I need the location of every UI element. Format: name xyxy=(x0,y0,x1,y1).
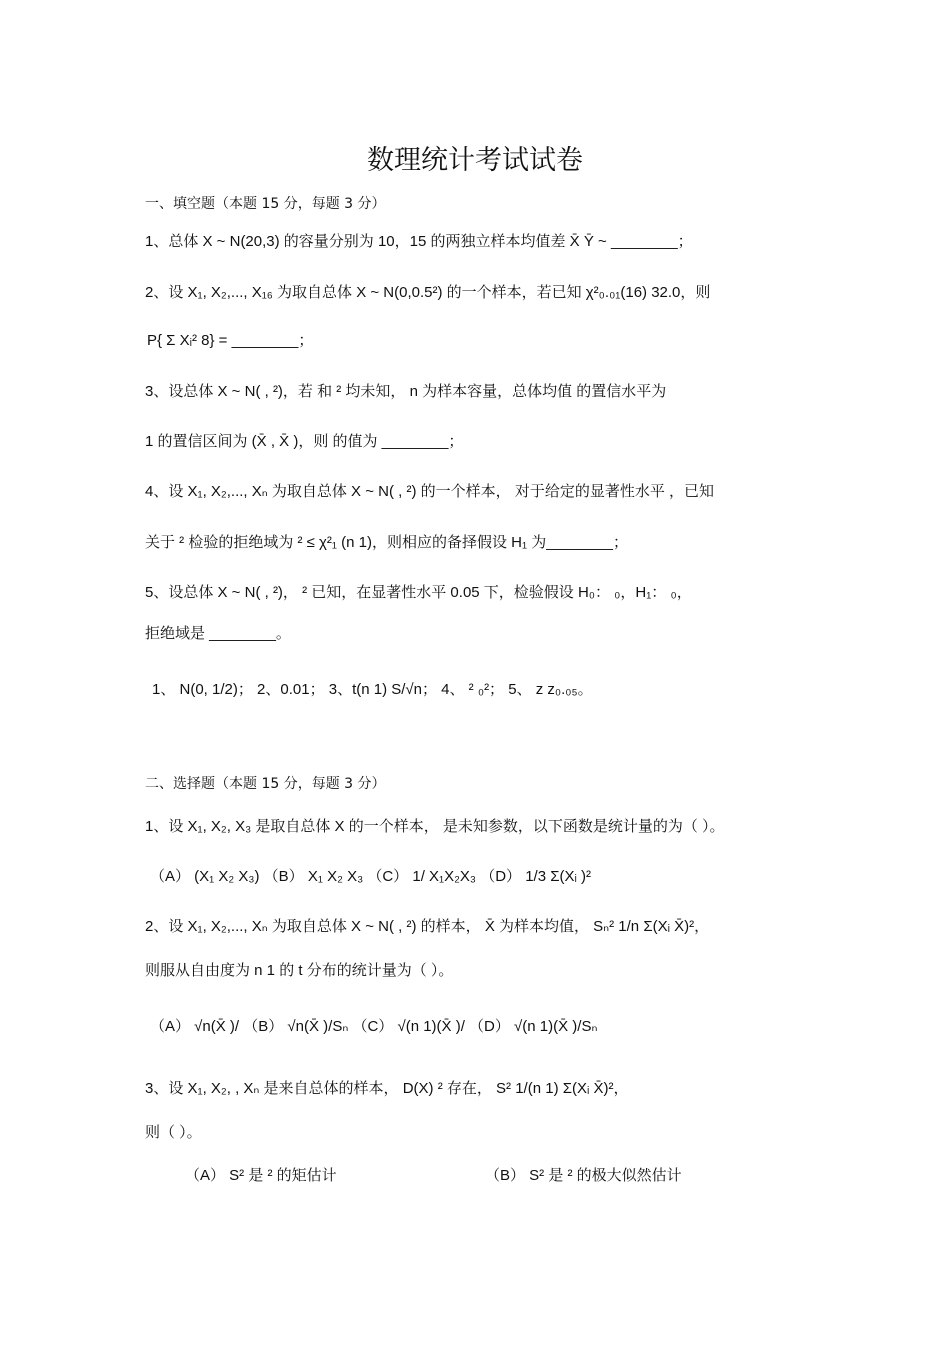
fill-question-4-line-2: 关于 ² 检验的拒绝域为 ² ≤ χ²₁ (n 1)，则相应的备择假设 H₁ 为________； xyxy=(145,534,628,551)
choice-question-2-line-1: 2、设 X₁, X₂,..., Xₙ 为取自总体 X ~ N( , ²) 的样本， X̄ 为样本均值， Sₙ² 1/n Σ(Xᵢ X̄)²， xyxy=(145,918,710,935)
section-2-heading: 二、选择题（本题 15 分，每题 3 分） xyxy=(145,776,386,792)
fill-question-5-line-2: 拒绝域是 ________。 xyxy=(145,625,291,642)
fill-question-2-line-1: 2、设 X₁, X₂,..., X₁₆ 为取自总体 X ~ N(0,0.5²) 的一个样本，若已知 χ²₀.₀₁(16) 32.0，则 xyxy=(145,284,711,301)
choice-question-3-line-2: 则（ ）。 xyxy=(145,1124,202,1141)
fill-question-3-line-1: 3、设总体 X ~ N( , ²)，若 和 ² 均未知， n 为样本容量，总体均值 的置信水平为 xyxy=(145,383,667,400)
choice-question-1-options: （A） (X₁ X₂ X₃) （B） X₁ X₂ X₃ （C） 1/ X₁X₂X₃ （D） 1/3 Σ(Xᵢ )² xyxy=(150,868,592,885)
choice-question-1: 1、设 X₁, X₂, X₃ 是取自总体 X 的一个样本， 是未知参数，以下函数是统计量的为（ ）。 xyxy=(145,818,725,835)
fill-question-2-line-2: P{ Σ Xᵢ² 8} = ________； xyxy=(147,332,314,349)
choice-question-3-option-a: （A） S² 是 ² 的矩估计 xyxy=(185,1167,337,1184)
section-1-heading: 一、填空题（本题 15 分，每题 3 分） xyxy=(145,196,386,212)
fill-question-4-line-1: 4、设 X₁, X₂,..., Xₙ 为取自总体 X ~ N( , ²) 的一个样本， 对于给定的显著性水平 ，已知 xyxy=(145,483,714,500)
fill-question-3-line-2: 1 的置信区间为 (X̄ , X̄ )，则 的值为 ________； xyxy=(145,433,464,450)
choice-question-3-line-1: 3、设 X₁, X₂, , Xₙ 是来自总体的样本， D(X) ² 存在， S² 1/(n 1) Σ(Xᵢ X̄)²， xyxy=(145,1080,629,1097)
fill-answers: 1、 N(0, 1/2)； 2、0.01； 3、t(n 1) S/√n； 4、 ² ₀²； 5、 z z₀.₀₅。 xyxy=(152,681,593,698)
choice-question-2-options: （A） √n(X̄ )/ （B） √n(X̄ )/Sₙ （C） √(n 1)(X̄ )/ （D） √(n 1)(X̄ )/Sₙ xyxy=(150,1018,598,1035)
fill-question-1: 1、总体 X ~ N(20,3) 的容量分别为 10，15 的两独立样本均值差 X̄ Ȳ ~ ________； xyxy=(145,233,693,250)
page-title: 数理统计考试试卷 xyxy=(367,145,583,176)
choice-question-2-line-2: 则服从自由度为 n 1 的 t 分布的统计量为（ ）。 xyxy=(145,962,454,979)
choice-question-3-option-b: （B） S² 是 ² 的极大似然估计 xyxy=(485,1167,682,1184)
fill-question-5-line-1: 5、设总体 X ~ N( , ²)， ² 已知，在显著性水平 0.05 下，检验假设 H₀： ₀，H₁： ₀， xyxy=(145,584,692,601)
